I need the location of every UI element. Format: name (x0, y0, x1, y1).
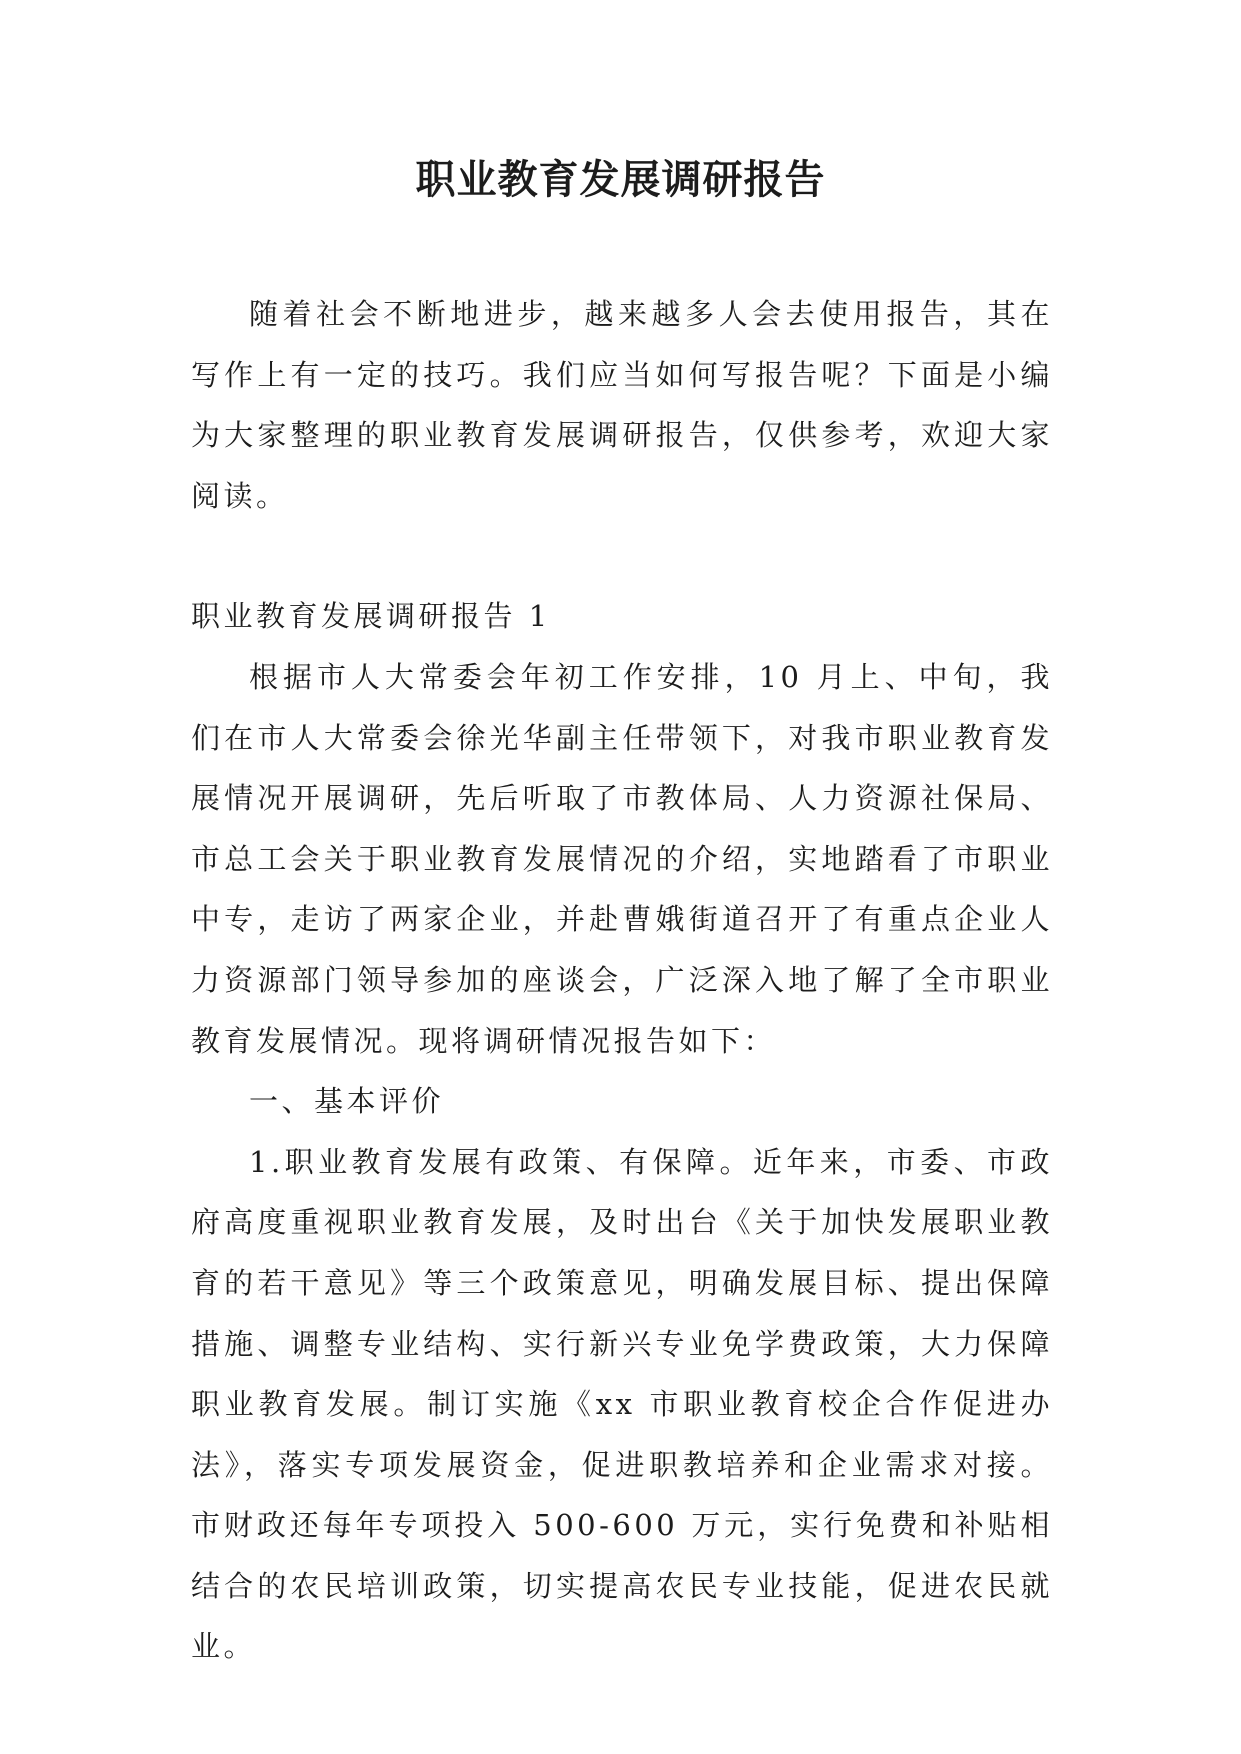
body-paragraph: 根据市人大常委会年初工作安排，10 月上、中旬，我们在市人大常委会徐光华副主任带领下，对我市职业教育发展情况开展调研，先后听取了市教体局、人力资源社保局、市总工会关于职业教育发展情况的介绍，实地踏看了市职业中专，走访了两家企业，并赴曹娥街道召开了有重点企业人力资源部门领导参加的座谈会，广泛深入地了解了全市职业教育发展情况。现将调研情况报告如下： (191, 659, 1053, 1058)
subsection-heading: 一、基本评价 (249, 1084, 445, 1119)
document-title: 职业教育发展调研报告 (415, 156, 826, 203)
body-paragraph: 1.职业教育发展有政策、有保障。近年来，市委、市政府高度重视职业教育发展，及时出台《关于加快发展职业教育的若干意见》等三个政策意见，明确发展目标、提出保障措施、调整专业结构、实行新兴专业免学费政策，大力保障职业教育发展。制订实施《xx 市职业教育校企合作促进办法》，落实专项发展资金，促进职教培养和企业需求对接。市财政还每年专项投入 500-600 万元，实行免费和补贴相结合的农民培训政策，切实提高农民专业技能，促进农民就业。 (191, 1144, 1053, 1664)
section-heading: 职业教育发展调研报告 1 (191, 599, 551, 634)
intro-paragraph: 随着社会不断地进步，越来越多人会去使用报告，其在写作上有一定的技巧。我们应当如何写报告呢？下面是小编为大家整理的职业教育发展调研报告，仅供参考，欢迎大家阅读。 (191, 297, 1053, 513)
paragraph-spacer (191, 526, 1053, 586)
document-body (191, 284, 1053, 1677)
